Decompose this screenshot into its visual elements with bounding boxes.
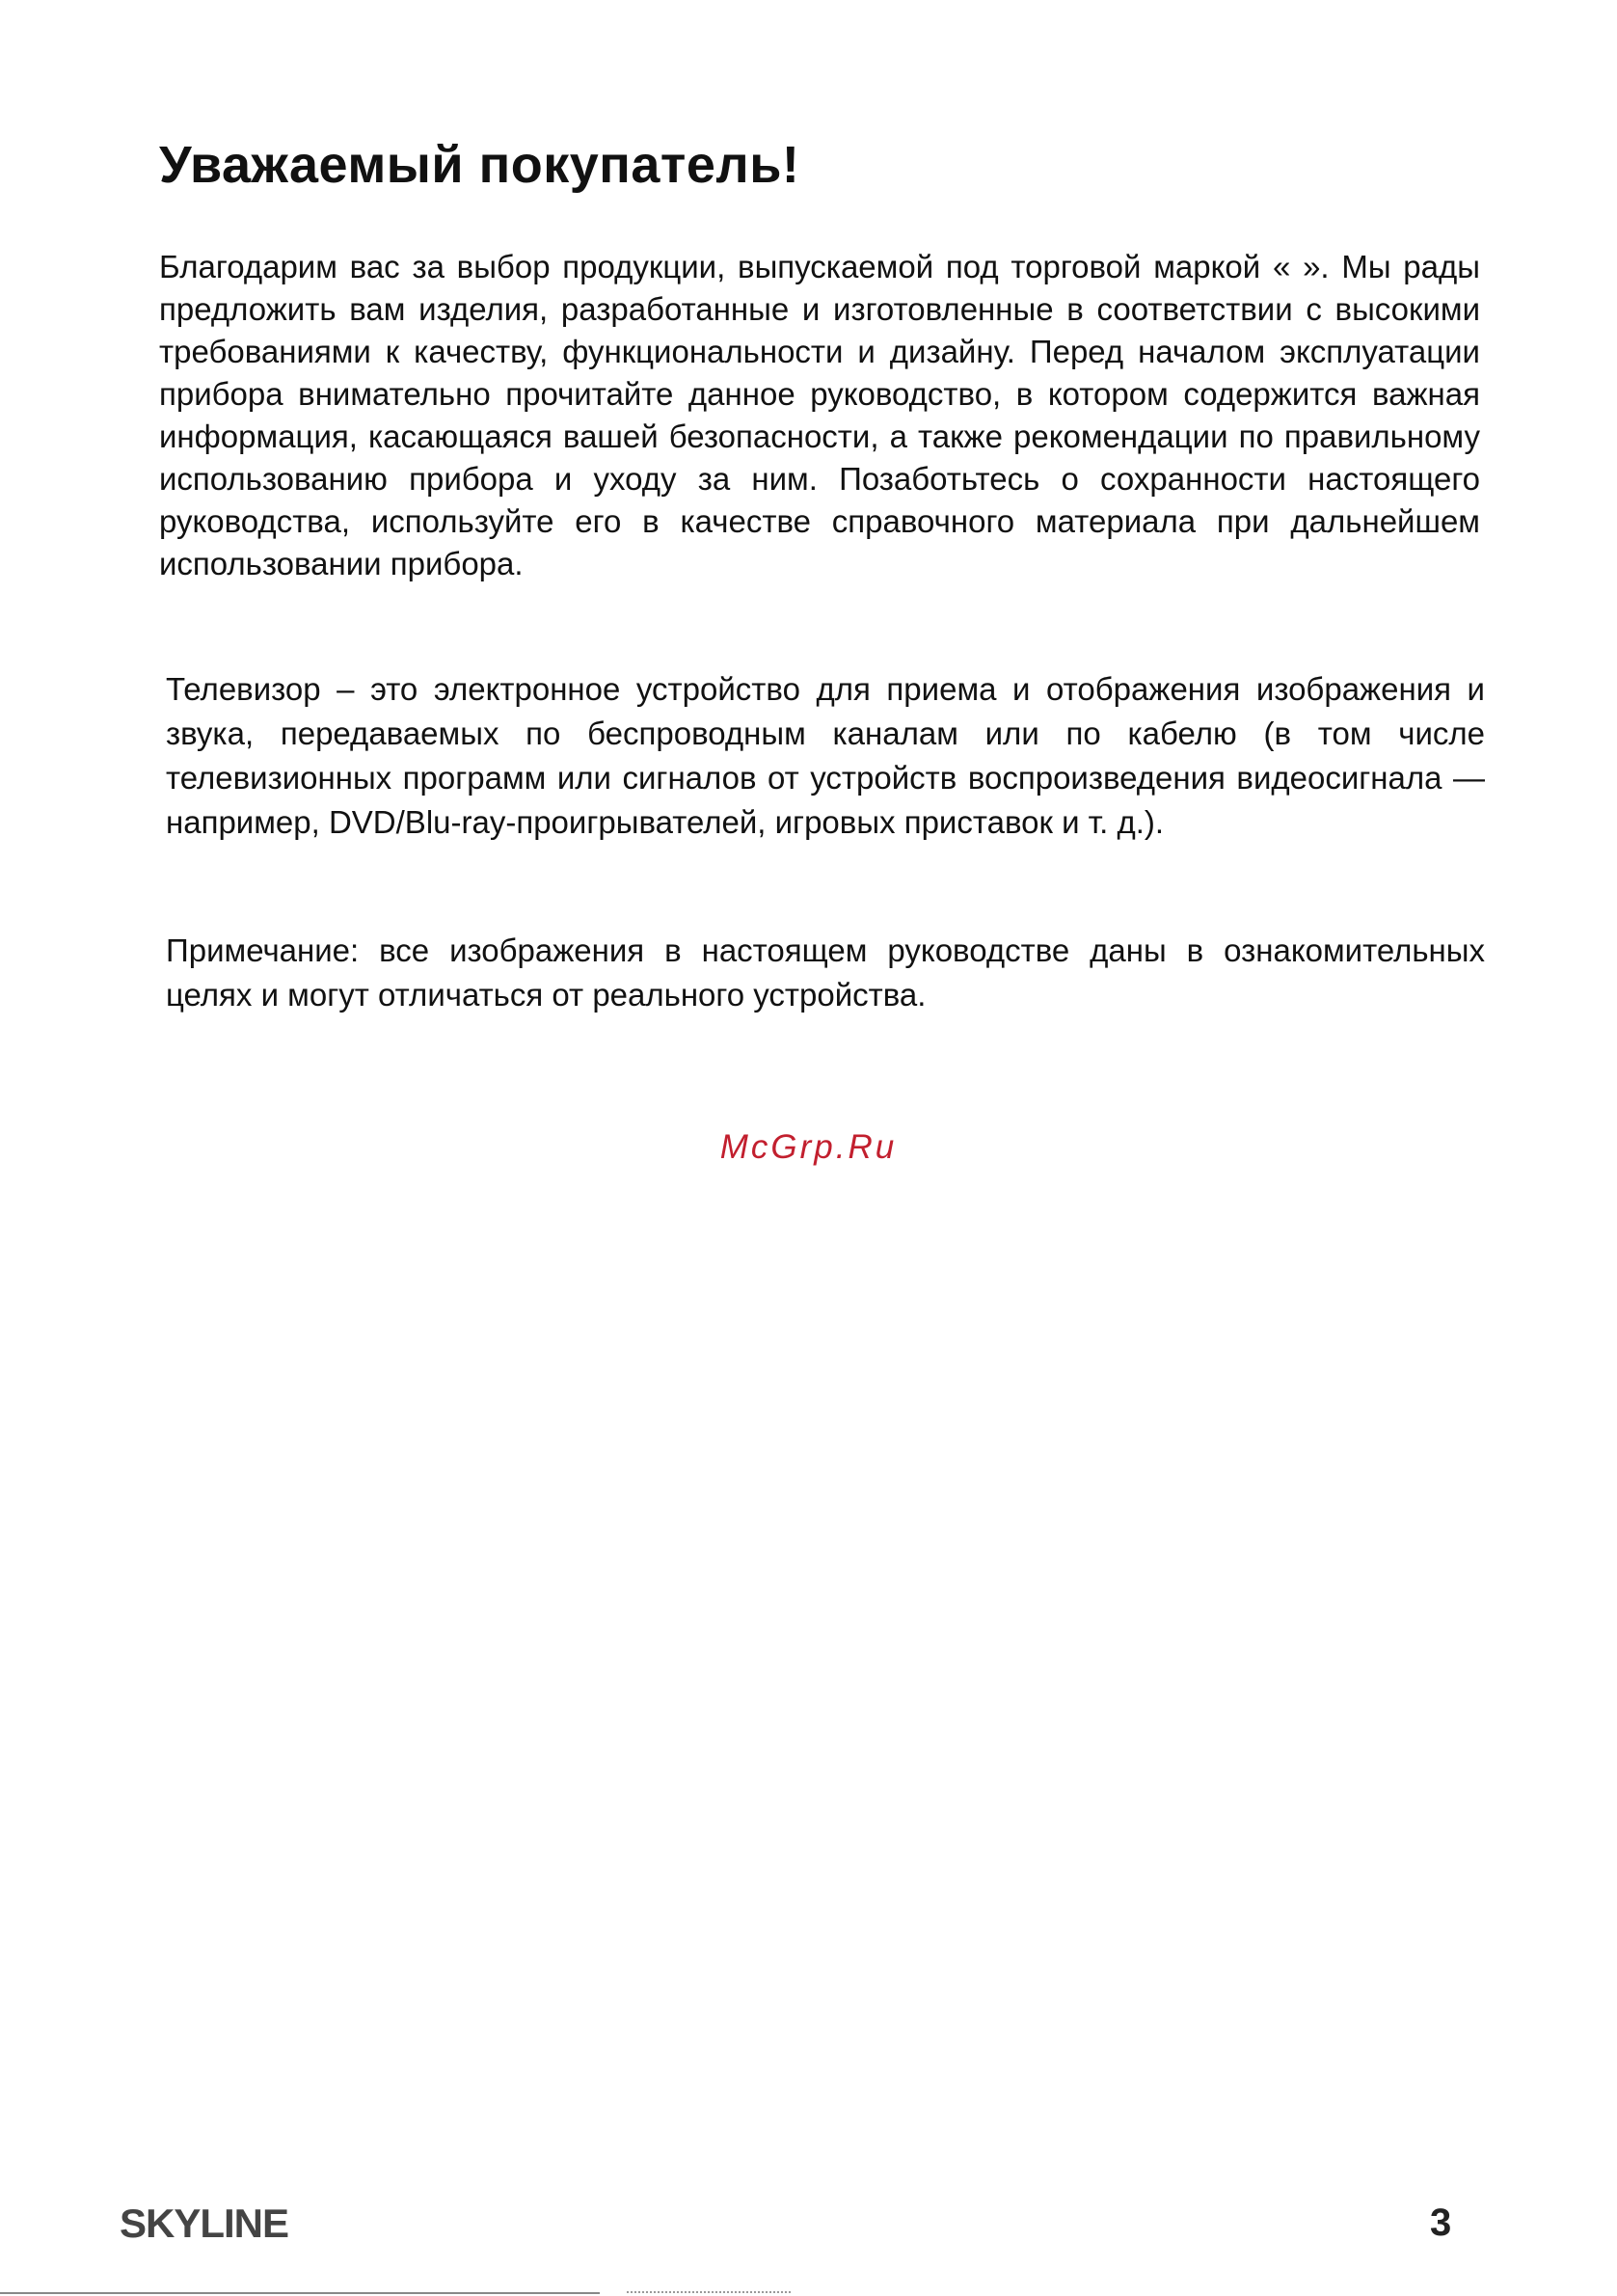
footer-divider xyxy=(0,2292,600,2294)
tv-definition-paragraph: Телевизор – это электронное устройство для приема и отображения изображения и звука, передаваемых по беспроводным каналам или по кабелю (в том числе телевизионных программ или сигналов от устройств воспроизведения видеосигнала — например, DVD/Blu-ray-проигрывателей, игровых приставок и т. д.). xyxy=(166,671,1485,840)
note-paragraph: Примечание: все изображения в настоящем руководстве даны в ознакомительных целях и могут отличаться от реального устройства. xyxy=(166,932,1485,1013)
page-title: Уважаемый покупатель! xyxy=(159,136,800,194)
page-number: 3 xyxy=(1430,2201,1452,2244)
footer-dotted-divider xyxy=(627,2291,791,2296)
watermark-link[interactable]: McGrp.Ru xyxy=(719,1128,898,1166)
brand-logo: SKYLINE xyxy=(120,2201,289,2246)
intro-paragraph: Благодарим вас за выбор продукции, выпускаемой под торговой маркой « ». Мы рады предложить вам изделия, разработанные и изготовленные в соответствии с высокими требованиями к качеству, функциональности и дизайну. Перед началом эксплуатации прибора внимательно прочитайте данное руководство, в котором содержится важная информация, касающаяся вашей безопасности, а также рекомендации по правильному использованию прибора и уходу за ним. Позаботьтесь о сохранности настоящего руководства, используйте его в качестве справочного материала при дальнейшем использовании прибора. xyxy=(159,249,1480,581)
